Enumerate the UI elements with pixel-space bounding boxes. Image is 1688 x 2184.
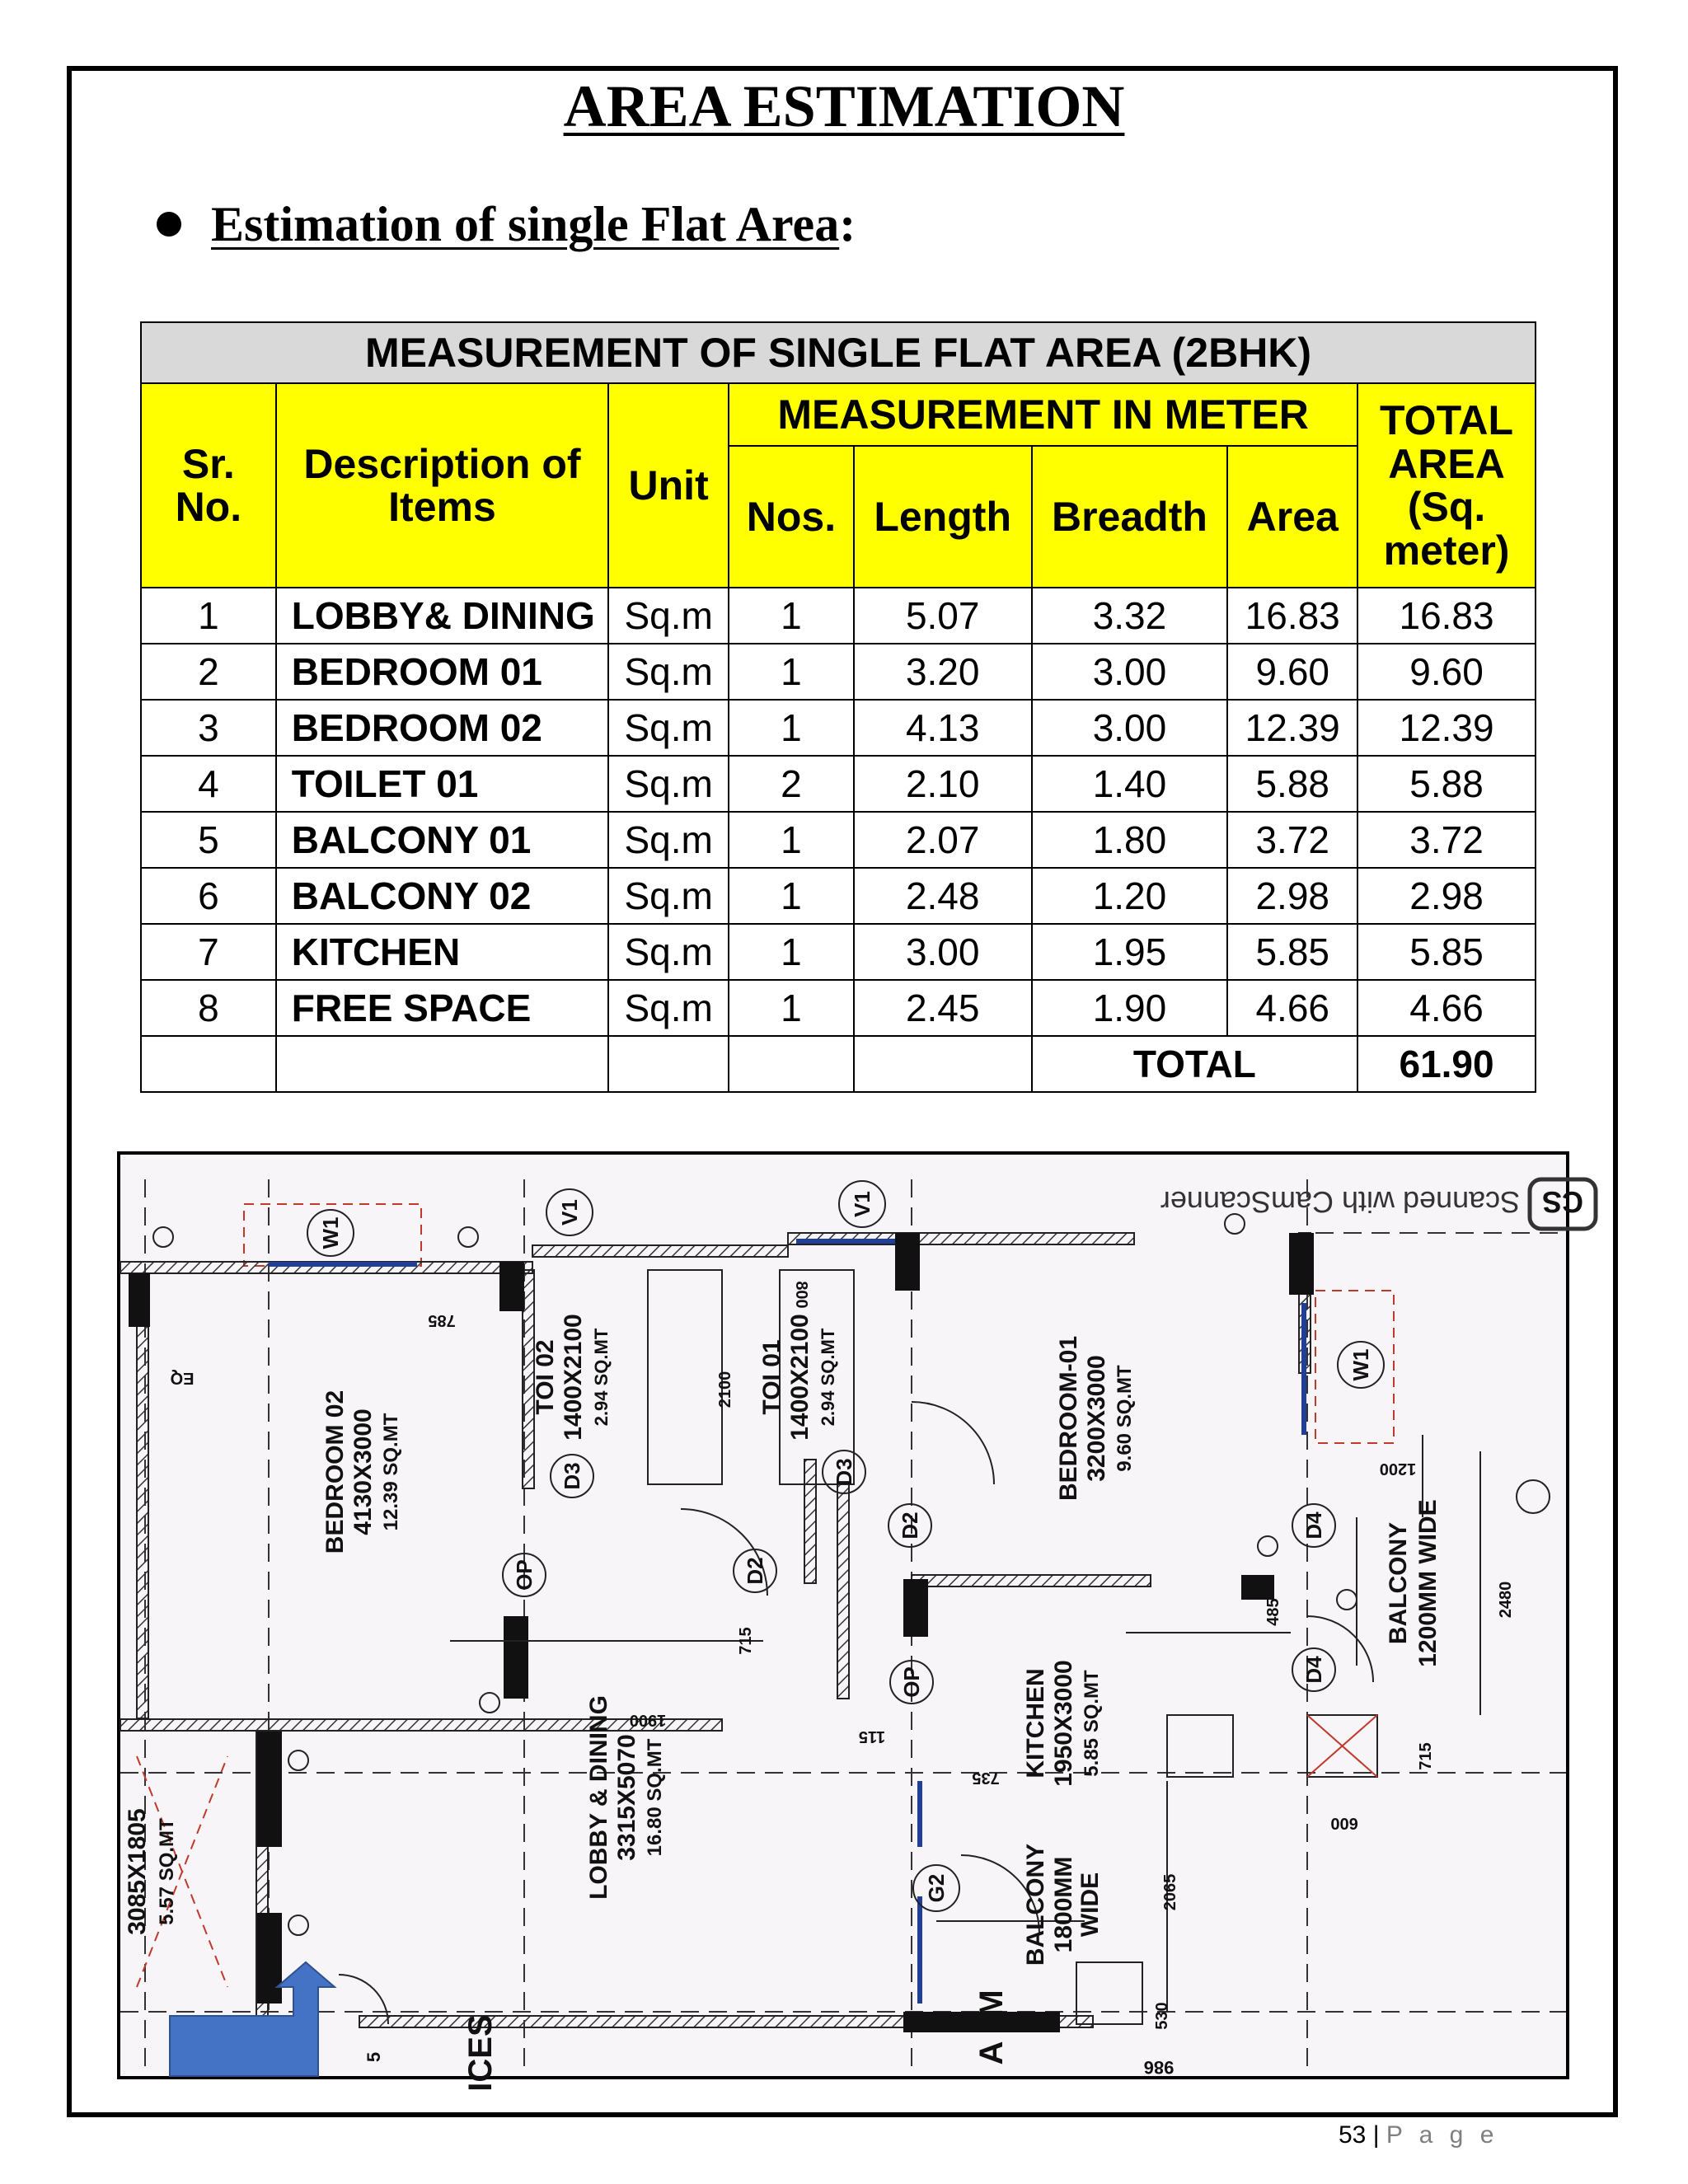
svg-text:115: 115 [858, 1727, 886, 1746]
svg-text:530: 530 [1153, 2002, 1171, 2030]
cell-length: 2.10 [854, 756, 1032, 812]
svg-text:BALCONY: BALCONY [1385, 1521, 1412, 1645]
svg-text:Scanned with CamScanner: Scanned with CamScanner [1160, 1185, 1521, 1219]
svg-text:485: 485 [1264, 1598, 1282, 1626]
cell-sr: 4 [141, 756, 276, 812]
cell-total: 3.72 [1357, 812, 1536, 868]
cell-sr: 2 [141, 644, 276, 700]
cell-area: 9.60 [1227, 644, 1357, 700]
svg-text:D4: D4 [1301, 1656, 1326, 1684]
table-row [141, 812, 1536, 868]
cell-total: 5.85 [1357, 924, 1536, 980]
cell-area: 4.66 [1227, 980, 1357, 1036]
cell-nos: 1 [729, 868, 854, 924]
svg-text:W1: W1 [318, 1216, 343, 1249]
svg-text:715: 715 [1417, 1742, 1435, 1770]
cell-total: 12.39 [1357, 700, 1536, 756]
cell-area: 3.72 [1227, 812, 1357, 868]
header-description: Description of Items [276, 383, 609, 588]
cell-desc: BEDROOM 01 [276, 644, 609, 700]
header-sr-no: Sr. No. [141, 383, 276, 588]
svg-text:M: M [973, 1990, 1010, 2018]
table-row [141, 980, 1536, 1036]
cell-sr: 1 [141, 588, 276, 644]
svg-text:5.85 SQ.MT: 5.85 SQ.MT [1081, 1670, 1103, 1777]
cell-breadth: 1.90 [1032, 980, 1228, 1036]
cell-breadth: 1.95 [1032, 924, 1228, 980]
svg-text:A: A [973, 2041, 1010, 2065]
table-row [141, 588, 1536, 644]
page-title: AREA ESTIMATION [563, 73, 1125, 139]
cell-area: 16.83 [1227, 588, 1357, 644]
table-row [141, 700, 1536, 756]
cell-sr: 5 [141, 812, 276, 868]
cell-sr: 8 [141, 980, 276, 1036]
cell-desc: TOILET 01 [276, 756, 609, 812]
svg-text:ICES: ICES [462, 2014, 499, 2092]
svg-text:2100: 2100 [716, 1371, 734, 1408]
svg-text:KITCHEN: KITCHEN [1022, 1668, 1049, 1779]
svg-text:12.39 SQ.MT: 12.39 SQ.MT [380, 1413, 402, 1531]
cell-total: 16.83 [1357, 588, 1536, 644]
svg-text:3315X5070: 3315X5070 [613, 1734, 640, 1861]
table-row [141, 644, 1536, 700]
svg-text:1950X3000: 1950X3000 [1050, 1660, 1077, 1787]
cell-area: 2.98 [1227, 868, 1357, 924]
cell-unit: Sq.m [608, 812, 729, 868]
svg-text:1400X2100: 1400X2100 [786, 1314, 814, 1441]
cell-length: 2.48 [854, 868, 1032, 924]
page-footer [1339, 2121, 1498, 2149]
cell-nos: 1 [729, 588, 854, 644]
svg-text:2065: 2065 [1161, 1873, 1179, 1911]
svg-text:OP: OP [899, 1666, 924, 1698]
header-nos: Nos. [729, 446, 854, 588]
cell-length: 3.00 [854, 924, 1032, 980]
cell-sr: 3 [141, 700, 276, 756]
svg-text:1400X2100: 1400X2100 [560, 1314, 587, 1441]
svg-text:1900: 1900 [629, 1711, 667, 1729]
cell-unit: Sq.m [608, 980, 729, 1036]
svg-text:TOI 02: TOI 02 [532, 1339, 559, 1415]
cell-nos: 1 [729, 700, 854, 756]
cell-unit: Sq.m [608, 700, 729, 756]
svg-text:9.60 SQ.MT: 9.60 SQ.MT [1114, 1365, 1136, 1472]
cell-nos: 2 [729, 756, 854, 812]
svg-text:BEDROOM 02: BEDROOM 02 [321, 1390, 349, 1554]
cell-breadth: 3.32 [1032, 588, 1228, 644]
cell-sr: 6 [141, 868, 276, 924]
table-row [141, 756, 1536, 812]
svg-text:3085X1805: 3085X1805 [124, 1808, 151, 1935]
cell-breadth: 1.80 [1032, 812, 1228, 868]
svg-text:D4: D4 [1301, 1511, 1326, 1540]
total-value: 61.90 [1357, 1036, 1536, 1092]
cell-desc: KITCHEN [276, 924, 609, 980]
svg-text:2.94 SQ.MT: 2.94 SQ.MT [818, 1328, 838, 1427]
cell-total: 9.60 [1357, 644, 1536, 700]
cell-nos: 1 [729, 980, 854, 1036]
header-measurement: MEASUREMENT IN METER [729, 383, 1357, 446]
table-caption: MEASUREMENT OF SINGLE FLAT AREA (2BHK) [141, 322, 1536, 383]
svg-text:BEDROOM-01: BEDROOM-01 [1055, 1335, 1082, 1502]
cell-unit: Sq.m [608, 588, 729, 644]
cell-length: 2.07 [854, 812, 1032, 868]
cell-unit: Sq.m [608, 756, 729, 812]
cell-length: 3.20 [854, 644, 1032, 700]
cell-nos: 1 [729, 644, 854, 700]
svg-text:CS: CS [1541, 1185, 1584, 1219]
svg-text:1200MM WIDE: 1200MM WIDE [1414, 1499, 1442, 1667]
cell-breadth: 3.00 [1032, 644, 1228, 700]
cell-sr: 7 [141, 924, 276, 980]
svg-text:986: 986 [1143, 2057, 1175, 2078]
svg-text:V1: V1 [557, 1199, 582, 1226]
svg-text:1800MM: 1800MM [1050, 1856, 1077, 1953]
svg-text:V1: V1 [850, 1191, 874, 1217]
cell-length: 4.13 [854, 700, 1032, 756]
header-area: Area [1227, 446, 1357, 588]
svg-text:3200X3000: 3200X3000 [1083, 1355, 1110, 1482]
svg-text:TOI 01: TOI 01 [758, 1339, 785, 1415]
page-separator: | [1372, 2121, 1380, 2149]
cell-breadth: 1.20 [1032, 868, 1228, 924]
svg-text:600: 600 [1330, 1814, 1358, 1832]
svg-text:5.57 SQ.MT: 5.57 SQ.MT [156, 1818, 178, 1925]
cell-nos: 1 [729, 924, 854, 980]
cell-desc: FREE SPACE [276, 980, 609, 1036]
total-label: TOTAL [1032, 1036, 1358, 1092]
cell-area: 12.39 [1227, 700, 1357, 756]
table-row [141, 924, 1536, 980]
header-unit: Unit [608, 383, 729, 588]
cell-total: 5.88 [1357, 756, 1536, 812]
svg-text:D3: D3 [832, 1458, 856, 1486]
cell-total: 4.66 [1357, 980, 1536, 1036]
svg-text:785: 785 [428, 1311, 456, 1329]
table-row [141, 868, 1536, 924]
measurement-table [140, 321, 1536, 1093]
cell-desc: BALCONY 01 [276, 812, 609, 868]
header-total-area: TOTAL AREA (Sq. meter) [1357, 383, 1536, 588]
svg-text:BALCONY: BALCONY [1022, 1843, 1049, 1966]
cell-desc: LOBBY& DINING [276, 588, 609, 644]
svg-text:1200: 1200 [1379, 1460, 1417, 1478]
svg-text:2.94 SQ.MT: 2.94 SQ.MT [591, 1328, 612, 1427]
svg-text:W1: W1 [1348, 1348, 1373, 1381]
svg-text:OP: OP [512, 1559, 537, 1591]
cell-desc: BALCONY 02 [276, 868, 609, 924]
cell-unit: Sq.m [608, 924, 729, 980]
svg-text:2480: 2480 [1497, 1581, 1515, 1619]
svg-text:5: 5 [363, 2051, 384, 2063]
header-length: Length [854, 446, 1032, 588]
svg-text:715: 715 [737, 1627, 755, 1655]
page-label: P a g e [1386, 2121, 1499, 2149]
page-number: 53 [1339, 2121, 1367, 2149]
cell-length: 5.07 [854, 588, 1032, 644]
cell-unit: Sq.m [608, 644, 729, 700]
svg-text:735: 735 [972, 1769, 1000, 1787]
svg-text:D3: D3 [560, 1462, 584, 1490]
floor-plan-drawing [117, 1151, 1584, 2092]
bullet-icon [157, 212, 181, 237]
svg-text:16.80 SQ.MT: 16.80 SQ.MT [644, 1738, 666, 1857]
cell-total: 2.98 [1357, 868, 1536, 924]
entry-arrow-icon [170, 1962, 335, 2076]
svg-text:800: 800 [792, 1281, 810, 1309]
svg-text:EQ: EQ [170, 1369, 195, 1387]
svg-text:WIDE: WIDE [1076, 1872, 1104, 1938]
cell-breadth: 1.40 [1032, 756, 1228, 812]
section-heading: Estimation of single Flat Area: [157, 196, 856, 253]
cell-nos: 1 [729, 812, 854, 868]
cell-desc: BEDROOM 02 [276, 700, 609, 756]
cell-unit: Sq.m [608, 868, 729, 924]
cell-breadth: 3.00 [1032, 700, 1228, 756]
svg-text:D2: D2 [743, 1557, 767, 1585]
svg-text:D2: D2 [898, 1511, 922, 1540]
floor-plan-svg [120, 1155, 1584, 2092]
cell-area: 5.85 [1227, 924, 1357, 980]
svg-text:LOBBY & DINING: LOBBY & DINING [585, 1695, 612, 1900]
svg-text:G2: G2 [924, 1873, 949, 1903]
header-breadth: Breadth [1032, 446, 1228, 588]
cell-area: 5.88 [1227, 756, 1357, 812]
svg-text:4130X3000: 4130X3000 [349, 1408, 377, 1535]
cell-length: 2.45 [854, 980, 1032, 1036]
